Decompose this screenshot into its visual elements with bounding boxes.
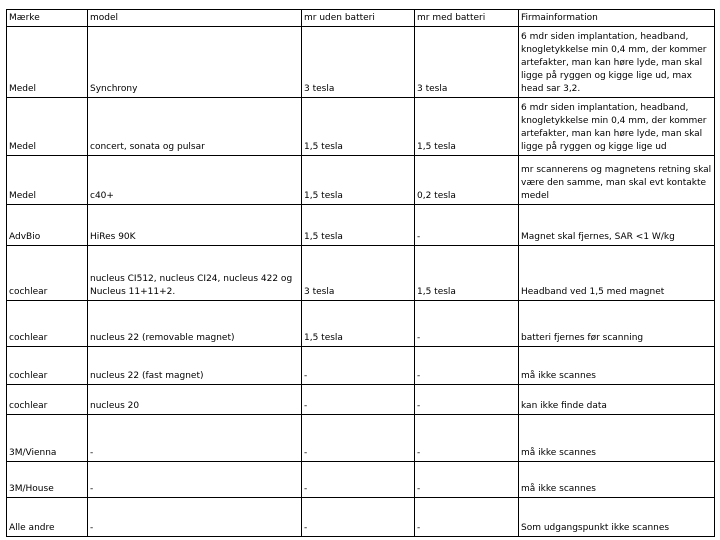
table-row	[7, 462, 715, 498]
cell-company-info: må ikke scannes	[519, 347, 715, 385]
table-row	[7, 156, 715, 205]
cell-model: c40+	[88, 156, 302, 205]
cell-company-info: må ikke scannes	[519, 462, 715, 498]
cell-brand: Alle andre	[7, 498, 88, 537]
table-row	[7, 246, 715, 301]
cell-company-info: mr scannerens og magnetens retning skal være den samme, man skal evt kontakte medel	[519, 156, 715, 205]
cell-mr-without-battery: -	[302, 347, 415, 385]
cell-model: concert, sonata og pulsar	[88, 98, 302, 156]
table-row	[7, 98, 715, 156]
cell-model: nucleus 22 (removable magnet)	[88, 301, 302, 347]
table-row	[7, 415, 715, 462]
cell-model: -	[88, 415, 302, 462]
cell-mr-without-battery: 3 tesla	[302, 246, 415, 301]
cell-mr-without-battery: 1,5 tesla	[302, 156, 415, 205]
cell-brand: AdvBio	[7, 205, 88, 246]
table-row	[7, 301, 715, 347]
cell-mr-with-battery: -	[415, 415, 519, 462]
header-model: model	[88, 10, 302, 27]
cell-company-info: Headband ved 1,5 med magnet	[519, 246, 715, 301]
cell-model: -	[88, 462, 302, 498]
cell-company-info: kan ikke finde data	[519, 385, 715, 415]
cell-mr-without-battery: 1,5 tesla	[302, 98, 415, 156]
cell-brand: cochlear	[7, 246, 88, 301]
table-row	[7, 205, 715, 246]
cell-model: Synchrony	[88, 27, 302, 98]
cell-brand: cochlear	[7, 347, 88, 385]
cell-brand: Medel	[7, 156, 88, 205]
cell-mr-without-battery: 3 tesla	[302, 27, 415, 98]
cell-model: HiRes 90K	[88, 205, 302, 246]
cell-mr-with-battery: -	[415, 301, 519, 347]
cell-mr-without-battery: -	[302, 385, 415, 415]
cell-brand: 3M/Vienna	[7, 415, 88, 462]
cell-mr-with-battery: 0,2 tesla	[415, 156, 519, 205]
table-row	[7, 498, 715, 537]
header-brand: Mærke	[7, 10, 88, 27]
cell-mr-with-battery: -	[415, 205, 519, 246]
header-row	[7, 10, 715, 27]
cell-mr-without-battery: -	[302, 415, 415, 462]
cell-mr-without-battery: 1,5 tesla	[302, 301, 415, 347]
cell-mr-with-battery: -	[415, 462, 519, 498]
cell-company-info: 6 mdr siden implantation, headband, knogletykkelse min 0,4 mm, der kommer artefakter, man kan høre lyde, man skal ligge på ryggen og kigge lige ud	[519, 98, 715, 156]
cell-company-info: Magnet skal fjernes, SAR <1 W/kg	[519, 205, 715, 246]
cell-company-info: Som udgangspunkt ikke scannes	[519, 498, 715, 537]
cell-mr-with-battery: -	[415, 347, 519, 385]
cell-mr-with-battery: 3 tesla	[415, 27, 519, 98]
cell-company-info: 6 mdr siden implantation, headband, knogletykkelse min 0,4 mm, der kommer artefakter, man kan høre lyde, man skal ligge på ryggen og kigge lige ud, max head sar 3,2.	[519, 27, 715, 98]
cell-mr-without-battery: -	[302, 462, 415, 498]
cell-brand: Medel	[7, 98, 88, 156]
cell-brand: 3M/House	[7, 462, 88, 498]
cell-mr-without-battery: 1,5 tesla	[302, 205, 415, 246]
cell-brand: cochlear	[7, 301, 88, 347]
table-row	[7, 347, 715, 385]
cell-model: nucleus 22 (fast magnet)	[88, 347, 302, 385]
header-mr-with-battery: mr med batteri	[415, 10, 519, 27]
cell-brand: cochlear	[7, 385, 88, 415]
table-row	[7, 385, 715, 415]
table-row	[7, 27, 715, 98]
header-mr-without-battery: mr uden batteri	[302, 10, 415, 27]
cell-model: nucleus 20	[88, 385, 302, 415]
cell-mr-with-battery: -	[415, 498, 519, 537]
cell-model: -	[88, 498, 302, 537]
cell-company-info: må ikke scannes	[519, 415, 715, 462]
cell-mr-with-battery: 1,5 tesla	[415, 246, 519, 301]
cell-model: nucleus CI512, nucleus CI24, nucleus 422 og Nucleus 11+11+2.	[88, 246, 302, 301]
cell-mr-without-battery: -	[302, 498, 415, 537]
cell-brand: Medel	[7, 27, 88, 98]
cell-mr-with-battery: -	[415, 385, 519, 415]
header-company-info: Firmainformation	[519, 10, 715, 27]
cell-mr-with-battery: 1,5 tesla	[415, 98, 519, 156]
implant-mr-table	[6, 9, 715, 537]
cell-company-info: batteri fjernes før scanning	[519, 301, 715, 347]
